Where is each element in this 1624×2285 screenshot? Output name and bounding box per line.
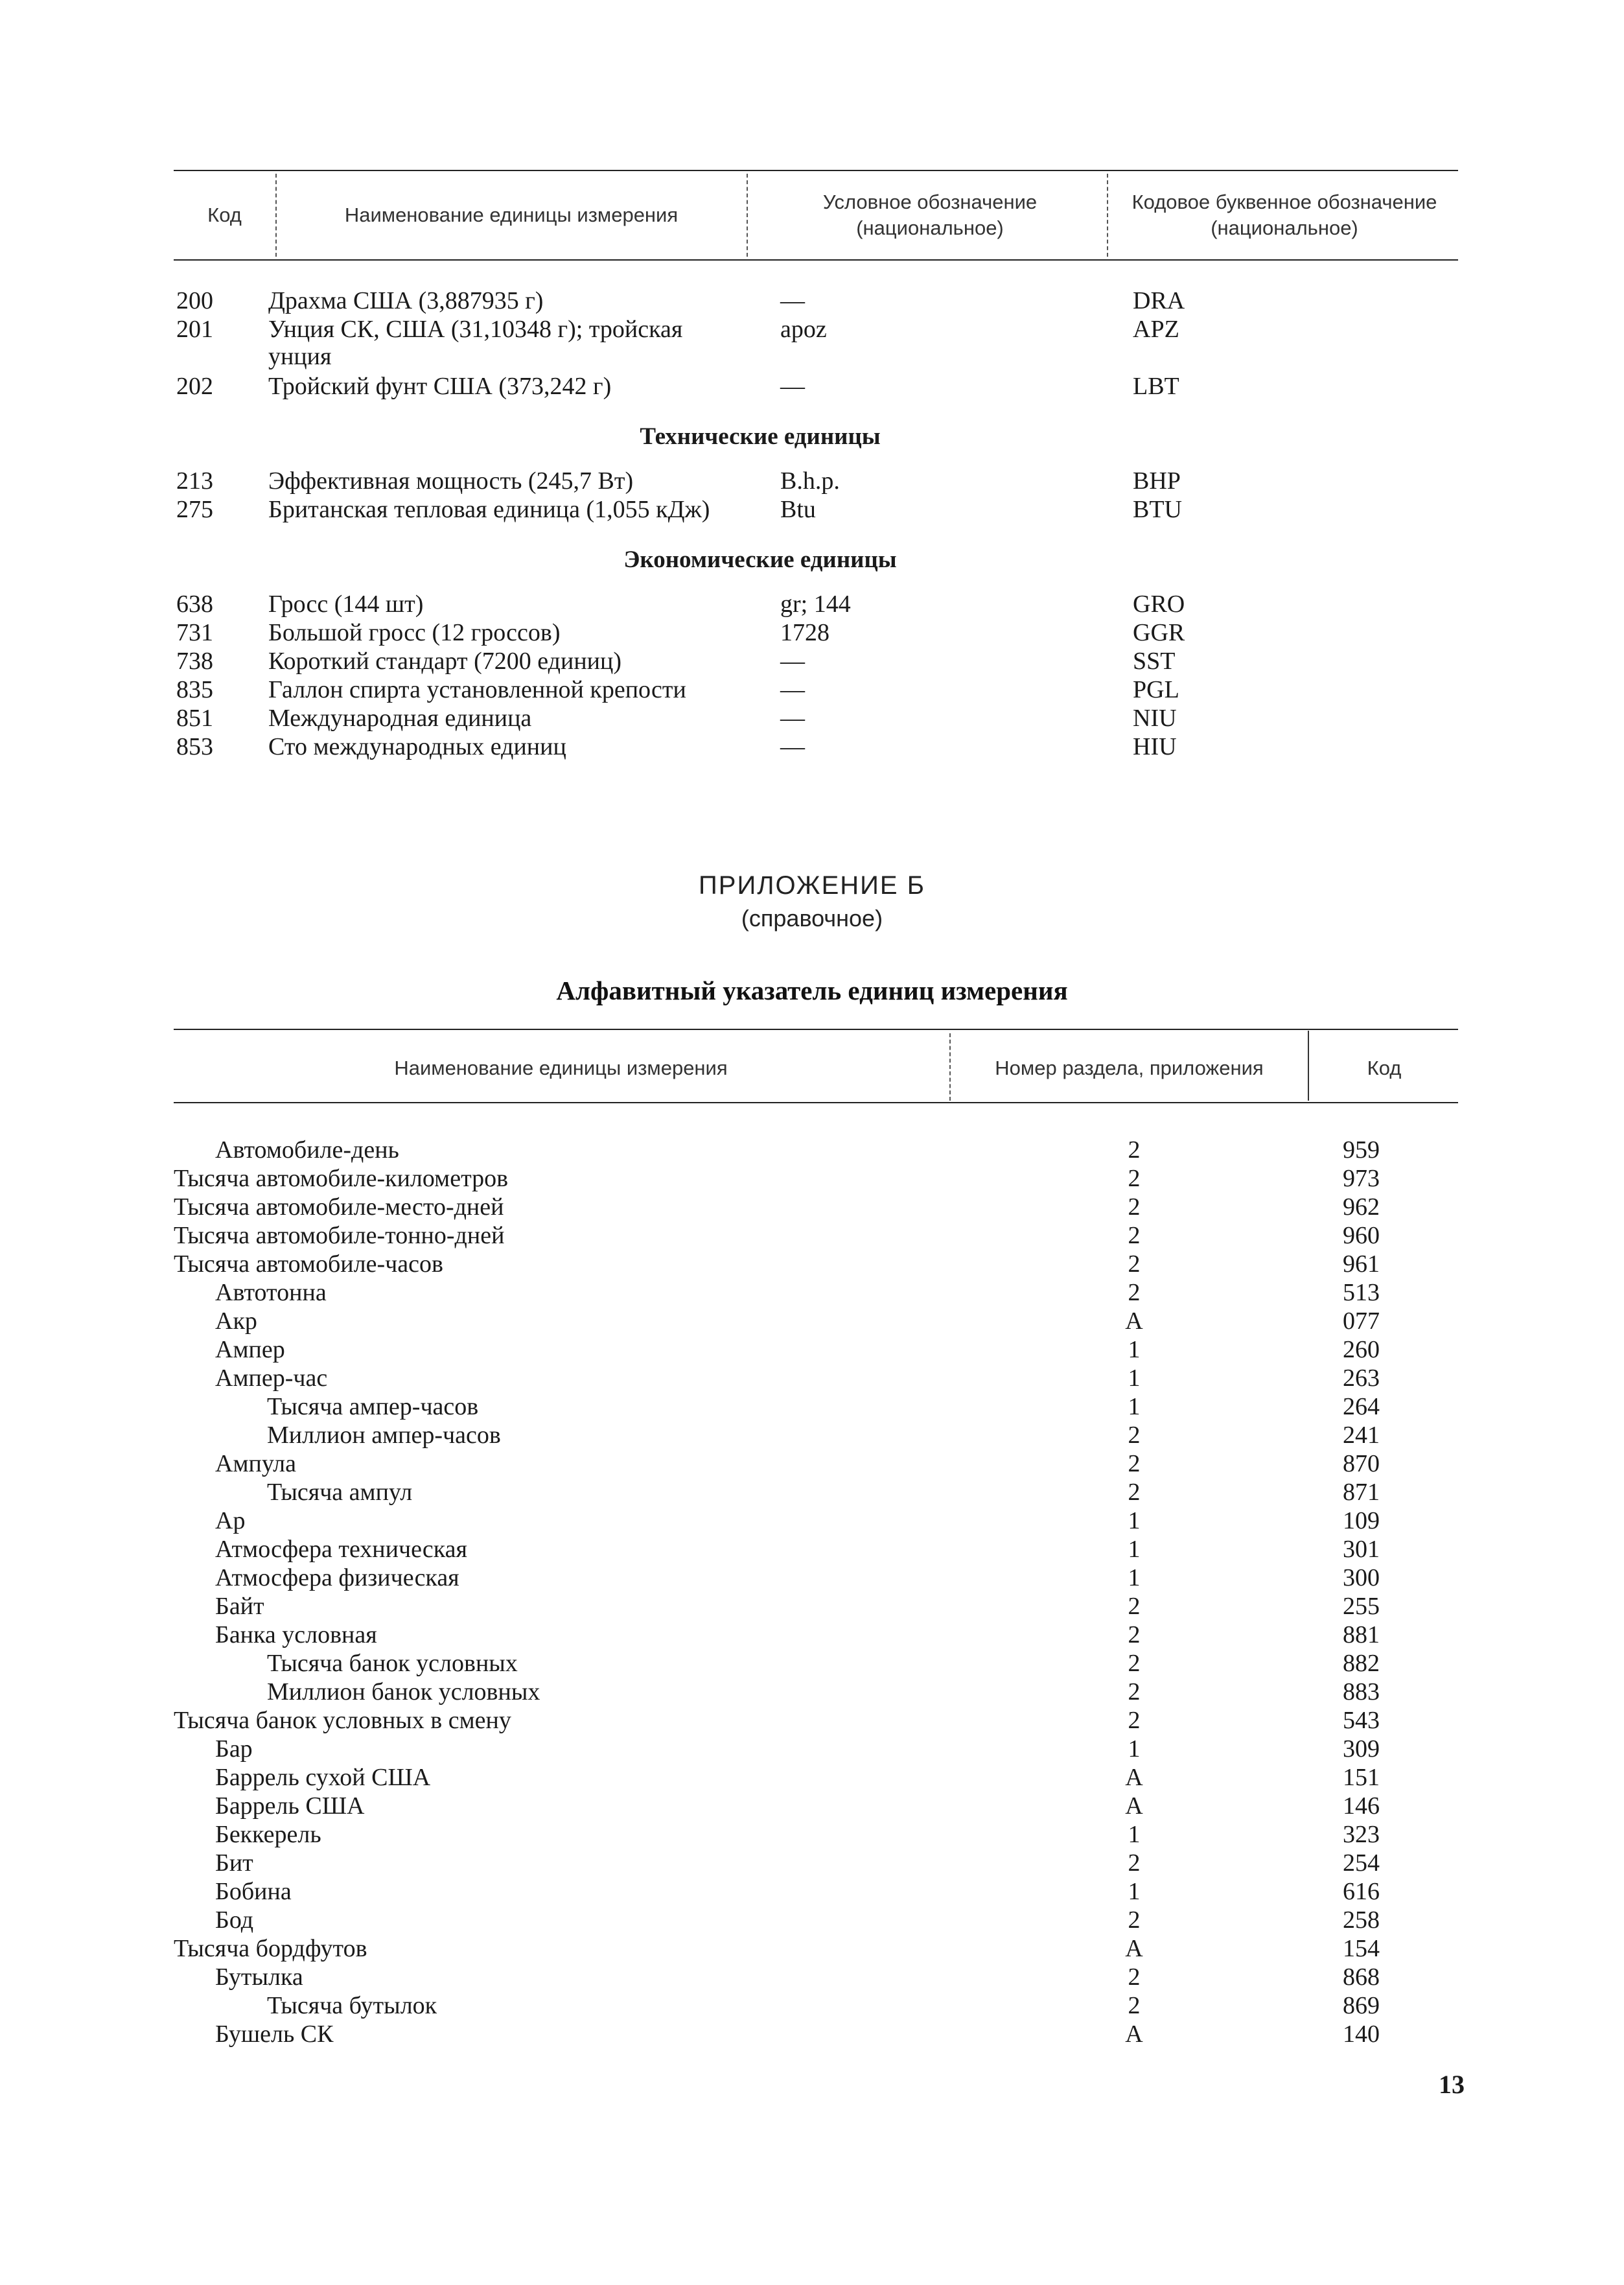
unit-name-continued: унция [268, 343, 332, 370]
table1-row [0, 467, 1624, 495]
index-unit-name: Ампула [215, 1450, 296, 1477]
index-unit-name: Миллион ампер-часов [267, 1422, 501, 1449]
index-row [0, 1678, 1624, 1706]
index-unit-name: Беккерель [215, 1821, 321, 1848]
index-row [0, 1906, 1624, 1934]
index-section-number: 1 [1128, 1564, 1141, 1591]
index-unit-name: Ампер [215, 1336, 285, 1363]
unit-code: 638 [176, 591, 213, 618]
index-unit-name: Банка условная [215, 1621, 377, 1648]
table2-header-name: Наименование единицы измерения [394, 1057, 728, 1079]
index-row [0, 1849, 1624, 1877]
index-unit-name: Бод [215, 1906, 254, 1934]
unit-letter-code: HIU [1133, 733, 1177, 760]
index-unit-name: Бит [215, 1849, 253, 1877]
index-unit-code: 258 [1343, 1906, 1380, 1934]
section-heading-technical: Технические единицы [640, 423, 881, 450]
unit-code: 275 [176, 496, 213, 523]
index-row [0, 1307, 1624, 1335]
index-section-number: 1 [1128, 1393, 1141, 1420]
section-heading-economic: Экономические единицы [623, 546, 897, 573]
table1-col-divider [1107, 174, 1108, 257]
unit-letter-code: DRA [1133, 287, 1185, 314]
index-unit-name: Атмосфера техническая [215, 1536, 467, 1563]
index-unit-name: Атмосфера физическая [215, 1564, 459, 1591]
index-unit-name: Миллион банок условных [267, 1678, 540, 1705]
unit-name: Британская тепловая единица (1,055 кДж) [268, 496, 710, 523]
table1-header-code: Код [207, 204, 242, 226]
unit-code: 201 [176, 316, 213, 343]
index-section-number: 2 [1128, 1593, 1141, 1620]
unit-symbol: — [780, 705, 805, 732]
index-unit-code: 616 [1343, 1878, 1380, 1905]
table1-row [0, 732, 1624, 761]
index-section-number: А [1125, 1307, 1143, 1335]
table1-row [0, 647, 1624, 675]
index-row [0, 1564, 1624, 1592]
index-row [0, 1506, 1624, 1535]
unit-symbol: — [780, 676, 805, 703]
table1-header-symbol: Условное обозначение (национальное) [822, 191, 1038, 239]
index-unit-name: Ар [215, 1507, 246, 1534]
index-unit-code: 260 [1343, 1336, 1380, 1363]
index-section-number: 2 [1128, 1707, 1141, 1734]
index-unit-code: 882 [1343, 1650, 1380, 1677]
index-section-number: 1 [1128, 1507, 1141, 1534]
index-unit-name: Баррель США [215, 1792, 365, 1820]
index-unit-code: 309 [1343, 1735, 1380, 1763]
table1-top-rule [174, 170, 1458, 171]
index-unit-code: 973 [1343, 1165, 1380, 1192]
appendix-subtitle: (справочное) [741, 905, 883, 932]
index-unit-code: 154 [1343, 1935, 1380, 1962]
index-section-number: 1 [1128, 1536, 1141, 1563]
index-unit-code: 241 [1343, 1422, 1380, 1449]
index-section-number: 2 [1128, 1422, 1141, 1449]
table1-header-name: Наименование единицы измерения [344, 204, 679, 226]
unit-code: 731 [176, 619, 213, 646]
index-row [0, 1278, 1624, 1307]
index-unit-code: 255 [1343, 1593, 1380, 1620]
unit-symbol: Btu [780, 496, 816, 523]
table2-col-divider [1308, 1031, 1309, 1101]
index-heading: Алфавитный указатель единиц измерения [556, 976, 1068, 1005]
unit-symbol: 1728 [780, 619, 829, 646]
index-row [0, 1535, 1624, 1564]
index-unit-name: Бобина [215, 1878, 292, 1905]
index-row [0, 1706, 1624, 1735]
index-section-number: 1 [1128, 1878, 1141, 1905]
index-unit-code: 263 [1343, 1365, 1380, 1392]
index-section-number: А [1125, 1935, 1143, 1962]
table1-row [0, 590, 1624, 618]
index-unit-name: Тысяча автомобиле-часов [174, 1250, 443, 1278]
index-unit-code: 077 [1343, 1307, 1380, 1335]
index-unit-code: 868 [1343, 1963, 1380, 1991]
index-unit-name: Тысяча ампул [267, 1479, 413, 1506]
table1-row [0, 495, 1624, 524]
index-unit-name: Тысяча автомобиле-километров [174, 1165, 509, 1192]
table1-row [0, 618, 1624, 647]
index-section-number: А [1125, 2021, 1143, 2048]
unit-symbol: — [780, 733, 805, 760]
table2-col-divider [949, 1033, 951, 1101]
table1-col-divider [747, 174, 748, 257]
index-row [0, 1592, 1624, 1621]
index-row [0, 1820, 1624, 1849]
table1-row [0, 704, 1624, 732]
table2-header-rule [174, 1102, 1458, 1103]
index-unit-code: 254 [1343, 1849, 1380, 1877]
index-unit-code: 962 [1343, 1193, 1380, 1221]
unit-symbol: — [780, 648, 805, 675]
unit-letter-code: LBT [1133, 373, 1179, 400]
unit-name: Тройский фунт США (373,242 г) [268, 373, 612, 400]
unit-letter-code: NIU [1133, 705, 1177, 732]
index-section-number: 2 [1128, 1279, 1141, 1306]
unit-letter-code: PGL [1133, 676, 1179, 703]
index-section-number: 2 [1128, 1963, 1141, 1991]
index-section-number: 2 [1128, 1250, 1141, 1278]
unit-name: Международная единица [268, 705, 532, 732]
index-unit-code: 513 [1343, 1279, 1380, 1306]
index-unit-name: Байт [215, 1593, 264, 1620]
unit-code: 200 [176, 287, 213, 314]
index-row [0, 2020, 1624, 2048]
unit-symbol: B.h.p. [780, 467, 840, 495]
page-number: 13 [1439, 2070, 1465, 2099]
index-unit-code: 140 [1343, 2021, 1380, 2048]
index-unit-code: 151 [1343, 1764, 1380, 1791]
index-row [0, 1877, 1624, 1906]
unit-symbol: gr; 144 [780, 591, 851, 618]
index-section-number: 2 [1128, 1450, 1141, 1477]
index-unit-name: Баррель сухой США [215, 1764, 431, 1791]
index-row [0, 1364, 1624, 1392]
unit-code: 213 [176, 467, 213, 495]
table1-col-divider [275, 174, 277, 257]
index-unit-code: 543 [1343, 1707, 1380, 1734]
index-section-number: 1 [1128, 1735, 1141, 1763]
index-unit-name: Тысяча бутылок [267, 1992, 437, 2019]
index-unit-code: 961 [1343, 1250, 1380, 1278]
index-row [0, 1763, 1624, 1792]
table1-row [0, 372, 1624, 401]
index-unit-code: 323 [1343, 1821, 1380, 1848]
index-row [0, 1164, 1624, 1193]
index-unit-code: 960 [1343, 1222, 1380, 1249]
index-unit-code: 300 [1343, 1564, 1380, 1591]
index-section-number: 2 [1128, 1906, 1141, 1934]
index-unit-name: Тысяча автомобиле-место-дней [174, 1193, 504, 1221]
unit-letter-code: SST [1133, 648, 1176, 675]
table1-row [0, 675, 1624, 704]
index-row [0, 1421, 1624, 1449]
index-section-number: 1 [1128, 1365, 1141, 1392]
index-section-number: 2 [1128, 1992, 1141, 2019]
index-unit-name: Бутылка [215, 1963, 303, 1991]
index-unit-code: 870 [1343, 1450, 1380, 1477]
unit-symbol: — [780, 287, 805, 314]
index-section-number: А [1125, 1792, 1143, 1820]
index-section-number: 1 [1128, 1336, 1141, 1363]
index-row [0, 1963, 1624, 1991]
index-unit-name: Тысяча автомобиле-тонно-дней [174, 1222, 505, 1249]
index-row [0, 1478, 1624, 1506]
index-unit-code: 264 [1343, 1393, 1380, 1420]
unit-code: 202 [176, 373, 213, 400]
index-section-number: 1 [1128, 1821, 1141, 1848]
index-row [0, 1792, 1624, 1820]
index-row [0, 1991, 1624, 2020]
index-unit-name: Автомобиле-день [215, 1136, 399, 1164]
index-unit-name: Тысяча банок условных [267, 1650, 518, 1677]
index-unit-name: Ампер-час [215, 1365, 328, 1392]
unit-name: Эффективная мощность (245,7 Вт) [268, 467, 634, 495]
index-unit-code: 883 [1343, 1678, 1380, 1705]
index-unit-code: 301 [1343, 1536, 1380, 1563]
index-row [0, 1193, 1624, 1221]
unit-name: Галлон спирта установленной крепости [268, 676, 686, 703]
index-row [0, 1335, 1624, 1364]
index-section-number: 2 [1128, 1849, 1141, 1877]
unit-name: Унция СК, США (31,10348 г); тройская [268, 316, 683, 343]
table1-header-rule [174, 259, 1458, 261]
index-unit-code: 959 [1343, 1136, 1380, 1164]
index-row [0, 1621, 1624, 1649]
table2-top-rule [174, 1029, 1458, 1030]
index-row [0, 1735, 1624, 1763]
index-unit-name: Бар [215, 1735, 253, 1763]
unit-code: 835 [176, 676, 213, 703]
index-row [0, 1649, 1624, 1678]
unit-code: 853 [176, 733, 213, 760]
unit-letter-code: GRO [1133, 591, 1185, 618]
index-unit-code: 871 [1343, 1479, 1380, 1506]
index-row [0, 1250, 1624, 1278]
unit-name: Большой гросс (12 гроссов) [268, 619, 561, 646]
table1-row [0, 287, 1624, 315]
index-section-number: 2 [1128, 1479, 1141, 1506]
index-section-number: 2 [1128, 1650, 1141, 1677]
unit-name: Гросс (144 шт) [268, 591, 424, 618]
index-row [0, 1934, 1624, 1963]
index-section-number: 2 [1128, 1678, 1141, 1705]
unit-code: 851 [176, 705, 213, 732]
unit-letter-code: BTU [1133, 496, 1182, 523]
index-unit-name: Автотонна [215, 1279, 327, 1306]
table1-header-letter-code: Кодовое буквенное обозначение (национальное) [1131, 191, 1437, 239]
index-row [0, 1221, 1624, 1250]
table2-header-code: Код [1367, 1057, 1402, 1079]
index-section-number: 2 [1128, 1165, 1141, 1192]
unit-symbol: apoz [780, 316, 827, 343]
unit-name: Короткий стандарт (7200 единиц) [268, 648, 621, 675]
index-row [0, 1392, 1624, 1421]
index-section-number: 2 [1128, 1136, 1141, 1164]
unit-name: Сто международных единиц [268, 733, 566, 760]
unit-code: 738 [176, 648, 213, 675]
index-unit-name: Тысяча банок условных в смену [174, 1707, 511, 1734]
index-section-number: 2 [1128, 1222, 1141, 1249]
index-section-number: 2 [1128, 1621, 1141, 1648]
index-unit-name: Тысяча ампер-часов [267, 1393, 479, 1420]
index-unit-name: Тысяча бордфутов [174, 1935, 367, 1962]
index-section-number: 2 [1128, 1193, 1141, 1221]
index-unit-name: Акр [215, 1307, 257, 1335]
unit-letter-code: BHP [1133, 467, 1181, 495]
index-row [0, 1449, 1624, 1478]
table2-header-section: Номер раздела, приложения [995, 1057, 1264, 1079]
table1-row [0, 315, 1624, 370]
unit-symbol: — [780, 373, 805, 400]
index-unit-code: 146 [1343, 1792, 1380, 1820]
appendix-title: ПРИЛОЖЕНИЕ Б [699, 871, 925, 900]
index-section-number: А [1125, 1764, 1143, 1791]
unit-letter-code: GGR [1133, 619, 1185, 646]
index-unit-name: Бушель СК [215, 2021, 334, 2048]
index-row [0, 1136, 1624, 1164]
index-unit-code: 881 [1343, 1621, 1380, 1648]
unit-name: Драхма США (3,887935 г) [268, 287, 544, 314]
index-unit-code: 869 [1343, 1992, 1380, 2019]
unit-letter-code: APZ [1133, 316, 1179, 343]
index-unit-code: 109 [1343, 1507, 1380, 1534]
